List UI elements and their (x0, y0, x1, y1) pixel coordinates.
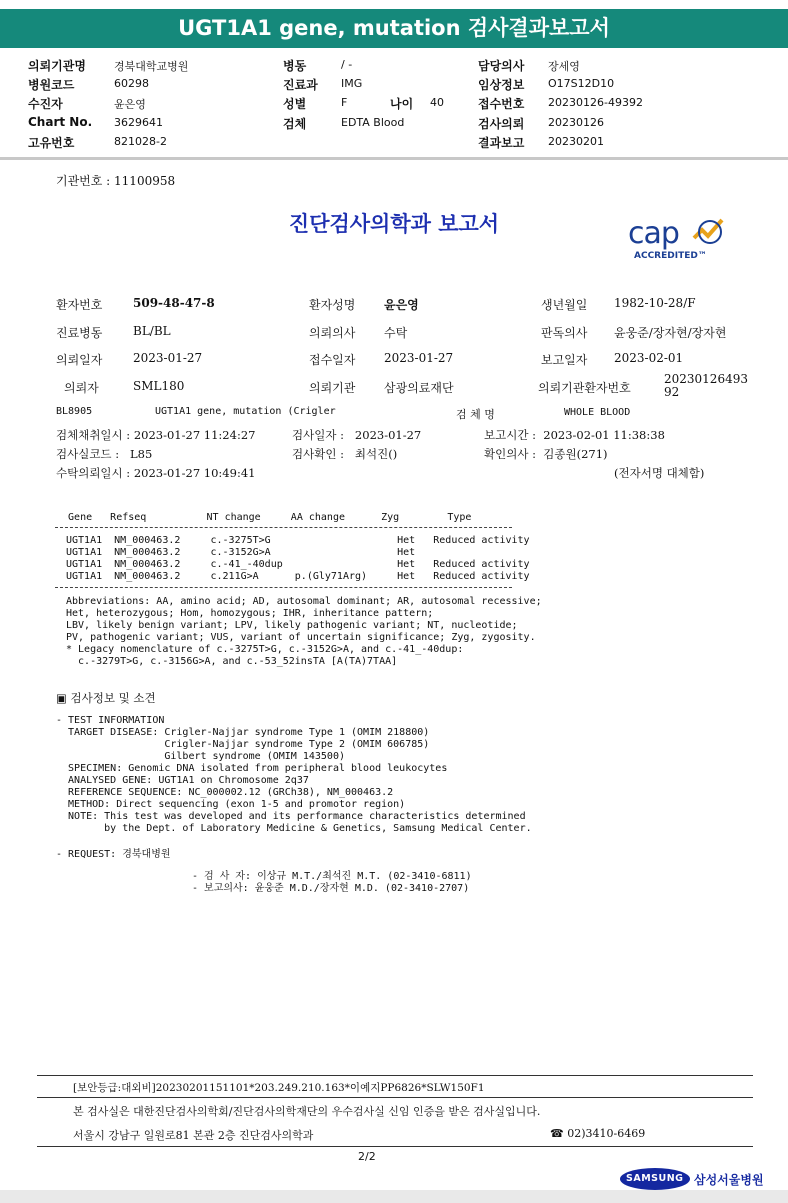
label-referring-institution: 의뢰기관명 (28, 59, 86, 73)
cap-check-icon (692, 216, 726, 246)
patient-label-ref-patient-no: 의뢰기관환자번호 (538, 381, 631, 395)
value-ward: / - (341, 58, 353, 71)
cap-logo-accredited: ACCREDITED™ (634, 251, 707, 261)
page-number: 2/2 (358, 1150, 376, 1163)
value-attending-physician: 장세영 (548, 60, 580, 73)
label-attending-physician: 담당의사 (478, 59, 525, 73)
samsung-logo (620, 1168, 690, 1190)
page-bottom-edge (0, 1190, 788, 1203)
value-referring-institution: 경북대학교병원 (114, 60, 189, 73)
test-info-line: METHOD: Direct sequencing (exon 1-5 and promotor region) (56, 799, 406, 810)
value-sex: F (341, 96, 348, 109)
report-header-title: UGT1A1 gene, mutation 검사결과보고서 (0, 9, 788, 48)
footer-security: [보안등급:대외비]20230201151101*203.249.210.163*이예지PP6826*SLW150F1 (73, 1082, 485, 1094)
test-info-line: NOTE: This test was developed and its performance characteristics determined (56, 811, 526, 822)
test-info-line: Crigler-Najjar syndrome Type 2 (OMIM 606785) (56, 739, 430, 750)
value-receipt-no: 20230126-49392 (548, 96, 643, 109)
value-age: 40 (430, 96, 444, 109)
exam-name: UGT1A1 gene, mutation (Crigler (155, 406, 336, 417)
patient-value-request-date: 2023-01-27 (133, 351, 203, 365)
label-age: 나이 (390, 97, 414, 111)
patient-value-id: 509-48-47-8 (133, 296, 215, 310)
label-ward: 병동 (283, 59, 307, 73)
patient-label-request-date: 의뢰일자 (56, 353, 103, 367)
label-result-report: 결과보고 (478, 136, 525, 150)
patient-value-ref-institution: 삼광의료재단 (384, 381, 454, 395)
value-department: IMG (341, 77, 363, 90)
patient-value-name: 윤은영 (384, 298, 419, 312)
signer-reporter: - 보고의사: 윤웅준 M.D./장자현 M.D. (02-3410-2707) (192, 883, 470, 894)
table-note: * Legacy nomenclature of c.-3275T>G, c.-3152G>A, and c.-41_-40dup: (66, 644, 464, 655)
hospital-name: 삼성서울병원 (694, 1173, 764, 1187)
section-title: ▣ 검사정보 및 소견 (56, 691, 156, 705)
institution-number: 기관번호 : 11100958 (56, 174, 176, 188)
patient-value-ref-doctor: 수탁 (384, 326, 408, 340)
test-info-line: REFERENCE SEQUENCE: NC_000002.12 (GRCh38), NM_000463.2 (56, 787, 394, 798)
exam-line2-col1: 검사실코드 : L85 (56, 447, 153, 461)
patient-label-receipt-date: 접수일자 (309, 353, 356, 367)
label-specimen: 검체 (283, 117, 307, 131)
value-specimen: EDTA Blood (341, 116, 405, 129)
patient-label-reader: 판독의사 (541, 326, 588, 340)
patient-label-requester: 의뢰자 (64, 381, 99, 395)
table-note: Het, heterozygous; Hom, homozygous; IHR, inheritance pattern; (66, 608, 434, 619)
patient-value-report-date: 2023-02-01 (614, 351, 684, 365)
value-unique-no: 821028-2 (114, 135, 167, 148)
label-sex: 성별 (283, 97, 307, 111)
exam-specimen-label: 검 체 명 (456, 408, 495, 421)
exam-line1-col2: 검사일자 : 2023-01-27 (292, 428, 422, 442)
label-unique-no: 고유번호 (28, 136, 75, 150)
table-header: Gene Refseq NT change AA change Zyg Type (56, 512, 472, 523)
table-row: UGT1A1 NM_000463.2 c.-3152G>A Het (66, 547, 416, 558)
value-result-report: 20230201 (548, 135, 604, 148)
exam-code: BL8905 (56, 406, 93, 417)
table-note: PV, pathogenic variant; VUS, variant of uncertain significance; Zyg, zygosity. (66, 632, 536, 643)
cap-accredited-logo (626, 216, 736, 266)
table-top-rule (55, 527, 512, 528)
exam-line1-col1: 검체채취일시 : 2023-01-27 11:24:27 (56, 428, 256, 442)
test-info-line: ANALYSED GENE: UGT1A1 on Chromosome 2q37 (56, 775, 309, 786)
label-test-request: 검사의뢰 (478, 117, 525, 131)
footer-certification: 본 검사실은 대한진단검사의학회/진단검사의학재단의 우수검사실 신임 인증을 받은 검사실입니다. (73, 1105, 541, 1118)
label-examinee: 수진자 (28, 97, 63, 111)
table-note: Abbreviations: AA, amino acid; AD, autosomal dominant; AR, autosomal recessive; (66, 596, 542, 607)
footer-phone: ☎ 02)3410-6469 (550, 1127, 646, 1140)
table-row: UGT1A1 NM_000463.2 c.211G>A p.(Gly71Arg) Het Reduced activity (66, 571, 530, 582)
value-hospital-code: 60298 (114, 77, 149, 90)
patient-label-ward: 진료병동 (56, 326, 103, 340)
patient-label-ref-doctor: 의뢰의사 (309, 326, 356, 340)
patient-label-report-date: 보고일자 (541, 353, 588, 367)
exam-line3-col1: 수탁의뢰일시 : 2023-01-27 10:49:41 (56, 466, 256, 480)
patient-label-name: 환자성명 (309, 298, 356, 312)
patient-value-birth: 1982-10-28/F (614, 296, 696, 310)
patient-label-ref-institution: 의뢰기관 (309, 381, 356, 395)
footer-rule-bottom (37, 1146, 753, 1147)
table-note: LBV, likely benign variant; LPV, likely pathogenic variant; NT, nucleotide; (66, 620, 518, 631)
table-row: UGT1A1 NM_000463.2 c.-41_-40dup Het Reduced activity (66, 559, 530, 570)
label-hospital-code: 병원코드 (28, 78, 75, 92)
value-examinee: 윤은영 (114, 98, 146, 111)
footer-address: 서울시 강남구 일원로81 본관 2층 진단검사의학과 (73, 1129, 314, 1142)
label-chart-no: Chart No. (28, 115, 93, 129)
patient-label-id: 환자번호 (56, 298, 103, 312)
patient-value-receipt-date: 2023-01-27 (384, 351, 454, 365)
patient-value-ref-patient-no: 2023012649392 (664, 372, 748, 399)
footer-rule-mid (37, 1097, 753, 1098)
exam-line1-col3: 보고시간 : 2023-02-01 11:38:38 (484, 428, 665, 442)
cap-logo-word: cap (628, 216, 679, 251)
label-receipt-no: 접수번호 (478, 97, 525, 111)
exam-specimen-value: WHOLE BLOOD (564, 407, 631, 418)
patient-value-reader: 윤웅준/장자현/장자현 (614, 326, 727, 340)
table-row: UGT1A1 NM_000463.2 c.-3275T>G Het Reduced activity (66, 535, 530, 546)
footer-rule-top (37, 1075, 753, 1076)
test-info-line: Gilbert syndrome (OMIM 143500) (56, 751, 345, 762)
patient-value-requester: SML180 (133, 379, 185, 393)
test-info-line: TARGET DISEASE: Crigler-Najjar syndrome Type 1 (OMIM 218800) (56, 727, 430, 738)
table-note: c.-3279T>G, c.-3156G>A, and c.-53_52insTA [A(TA)7TAA] (66, 656, 398, 667)
value-clinical-info: O17S12D10 (548, 77, 615, 90)
test-info-line: SPECIMEN: Genomic DNA isolated from peripheral blood leukocytes (56, 763, 448, 774)
label-department: 진료과 (283, 78, 318, 92)
value-chart-no: 3629641 (114, 116, 163, 129)
header-divider (0, 157, 788, 160)
exam-line2-col2: 검사확인 : 최석진() (292, 447, 398, 461)
test-info-line: - TEST INFORMATION (56, 715, 165, 726)
signer-tester: - 검 사 자: 이상규 M.T./최석진 M.T. (02-3410-6811) (192, 871, 472, 882)
label-clinical-info: 임상정보 (478, 78, 525, 92)
patient-label-birth: 생년월일 (541, 298, 588, 312)
exam-line2-col3: 확인의사 : 김종원(271) (484, 447, 608, 461)
table-bottom-rule (55, 587, 512, 588)
exam-esign-note: (전자서명 대체함) (614, 466, 705, 480)
samsung-logo-word: SAMSUNG (626, 1173, 684, 1184)
request-line: - REQUEST: 경북대병원 (56, 849, 171, 860)
value-test-request: 20230126 (548, 116, 604, 129)
patient-value-ward: BL/BL (133, 324, 171, 338)
report-title: 진단검사의학과 보고서 (288, 211, 500, 236)
test-info-line: by the Dept. of Laboratory Medicine & Genetics, Samsung Medical Center. (56, 823, 532, 834)
